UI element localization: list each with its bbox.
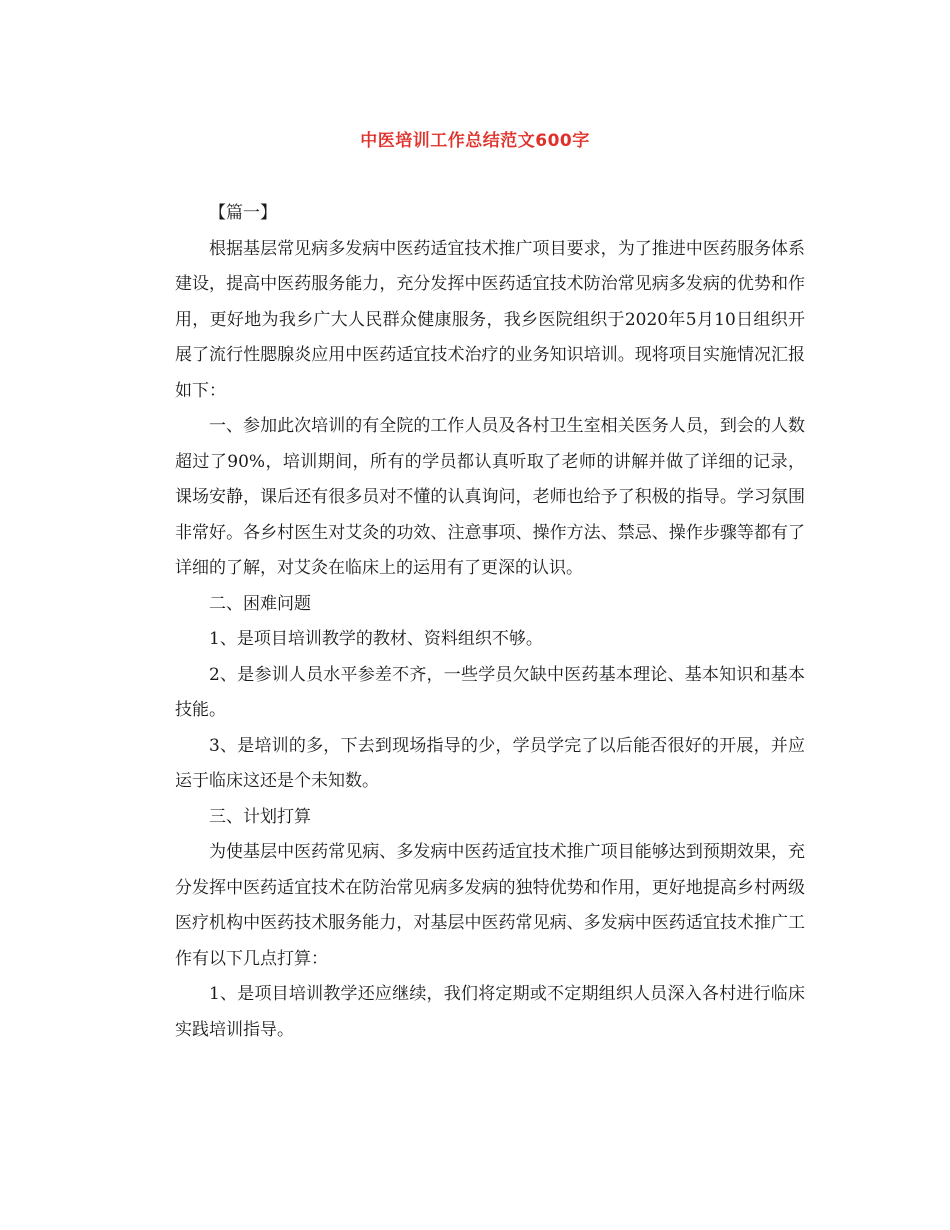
problem-item-2: 2、是参训人员水平参差不齐，一些学员欠缺中医药基本理论、基本知识和基本技能。 — [175, 664, 805, 720]
section-heading-problems: 二、困难问题 — [209, 593, 311, 614]
plans-paragraph: 为使基层中医药常见病、多发病中医药适宜技术推广项目能够达到预期效果，充分发挥中医药适宜技术在防治常见病多发病的独特优势和作用，更好地提高乡村两级医疗机构中医药技术服务能力，对基层中医药常见病、多发病中医药适宜技术推广工作有以下几点打算： — [175, 842, 805, 969]
plan-item-1: 1、是项目培训教学还应继续，我们将定期或不定期组织人员深入各村进行临床实践培训指导。 — [175, 984, 805, 1040]
section-heading-part-one: 【篇一】 — [209, 203, 277, 223]
problem-item-1: 1、是项目培训教学的教材、资料组织不够。 — [209, 629, 543, 649]
document-title: 中医培训工作总结范文600字 — [360, 131, 590, 151]
document-body — [175, 196, 805, 1048]
section-heading-plans: 三、计划打算 — [209, 806, 311, 827]
intro-paragraph: 根据基层常见病多发病中医药适宜技术推广项目要求，为了推进中医药服务体系建设，提高中医药服务能力，充分发挥中医药适宜技术防治常见病多发病的优势和作用，更好地为我乡广大人民群众健康服务，我乡医院组织于2020年5月10日组织开展了流行性腮腺炎应用中医药适宜技术治疗的业务知识培训。现将项目实施情况汇报如下： — [175, 238, 805, 401]
problem-item-3: 3、是培训的多，下去到现场指导的少，学员学完了以后能否很好的开展，并应运于临床这还是个未知数。 — [175, 735, 805, 791]
training-participation-paragraph: 一、参加此次培训的有全院的工作人员及各村卫生室相关医务人员，到会的人数超过了90%，培训期间，所有的学员都认真听取了老师的讲解并做了详细的记录，课场安静，课后还有很多员对不懂的认真询问，老师也给予了积极的指导。学习氛围非常好。各乡村医生对艾灸的功效、注意事项、操作方法、禁忌、操作步骤等都有了详细的了解，对艾灸在临床上的运用有了更深的认识。 — [175, 416, 805, 578]
